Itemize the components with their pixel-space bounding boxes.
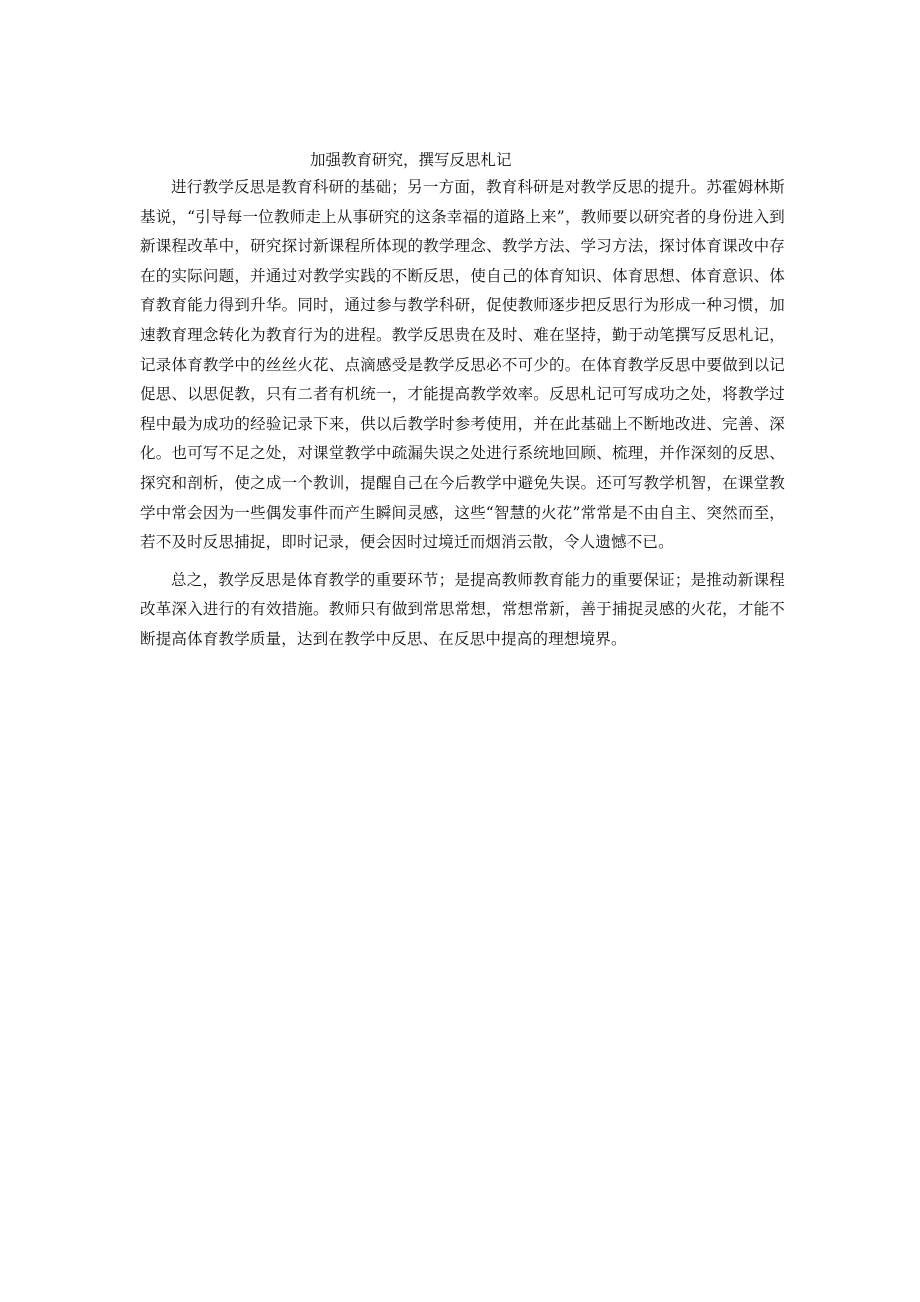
document-title: 加强教育研究，撰写反思札记 [310,151,512,169]
body-paragraph-2: 总之，教学反思是体育教学的重要环节；是提高教师教育能力的重要保证；是推动新课程改革深入进行的有效措施。教师只有做到常思常想，常想常新，善于捕捉灵感的火花，才能不断提高体育教学质量，达到在教学中反思、在反思中提高的理想境界。 [140,570,785,648]
document-body [140,149,785,655]
body-paragraph-1: 进行教学反思是教育科研的基础；另一方面，教育科研是对教学反思的提升。苏霍姆林斯基说，“引导每一位教师走上从事研究的这条幸福的道路上来”，教师要以研究者的身份进入到新课程改革中，研究探讨新课程所体现的教学理念、教学方法、学习方法，探讨体育课改中存在的实际问题，并通过对教学实践的不断反思，使自己的体育知识、体育思想、体育意识、体育教育能力得到升华。同时，通过参与教学科研，促使教师逐步把反思行为形成一种习惯，加速教育理念转化为教育行为的进程。教学反思贵在及时、难在坚持，勤于动笔撰写反思札记，记录体育教学中的丝丝火花、点滴感受是教学反思必不可少的。在体育教学反思中要做到以记促思、以思促教，只有二者有机统一，才能提高教学效率。反思札记可写成功之处，将教学过程中最为成功的经验记录下来，供以后教学时参考使用，并在此基础上不断地改进、完善、深化。也可写不足之处，对课堂教学中疏漏失误之处进行系统地回顾、梳理，并作深刻的反思、探究和剖析，使之成一个教训，提醒自己在今后教学中避免失误。还可写教学机智，在课堂教学中常会因为一些偶发事件而产生瞬间灵感，这些“智慧的火花”常常是不由自主、突然而至，若不及时反思捕捉，即时记录，便会因时过境迁而烟消云散，令人遗憾不已。 [140,178,785,552]
